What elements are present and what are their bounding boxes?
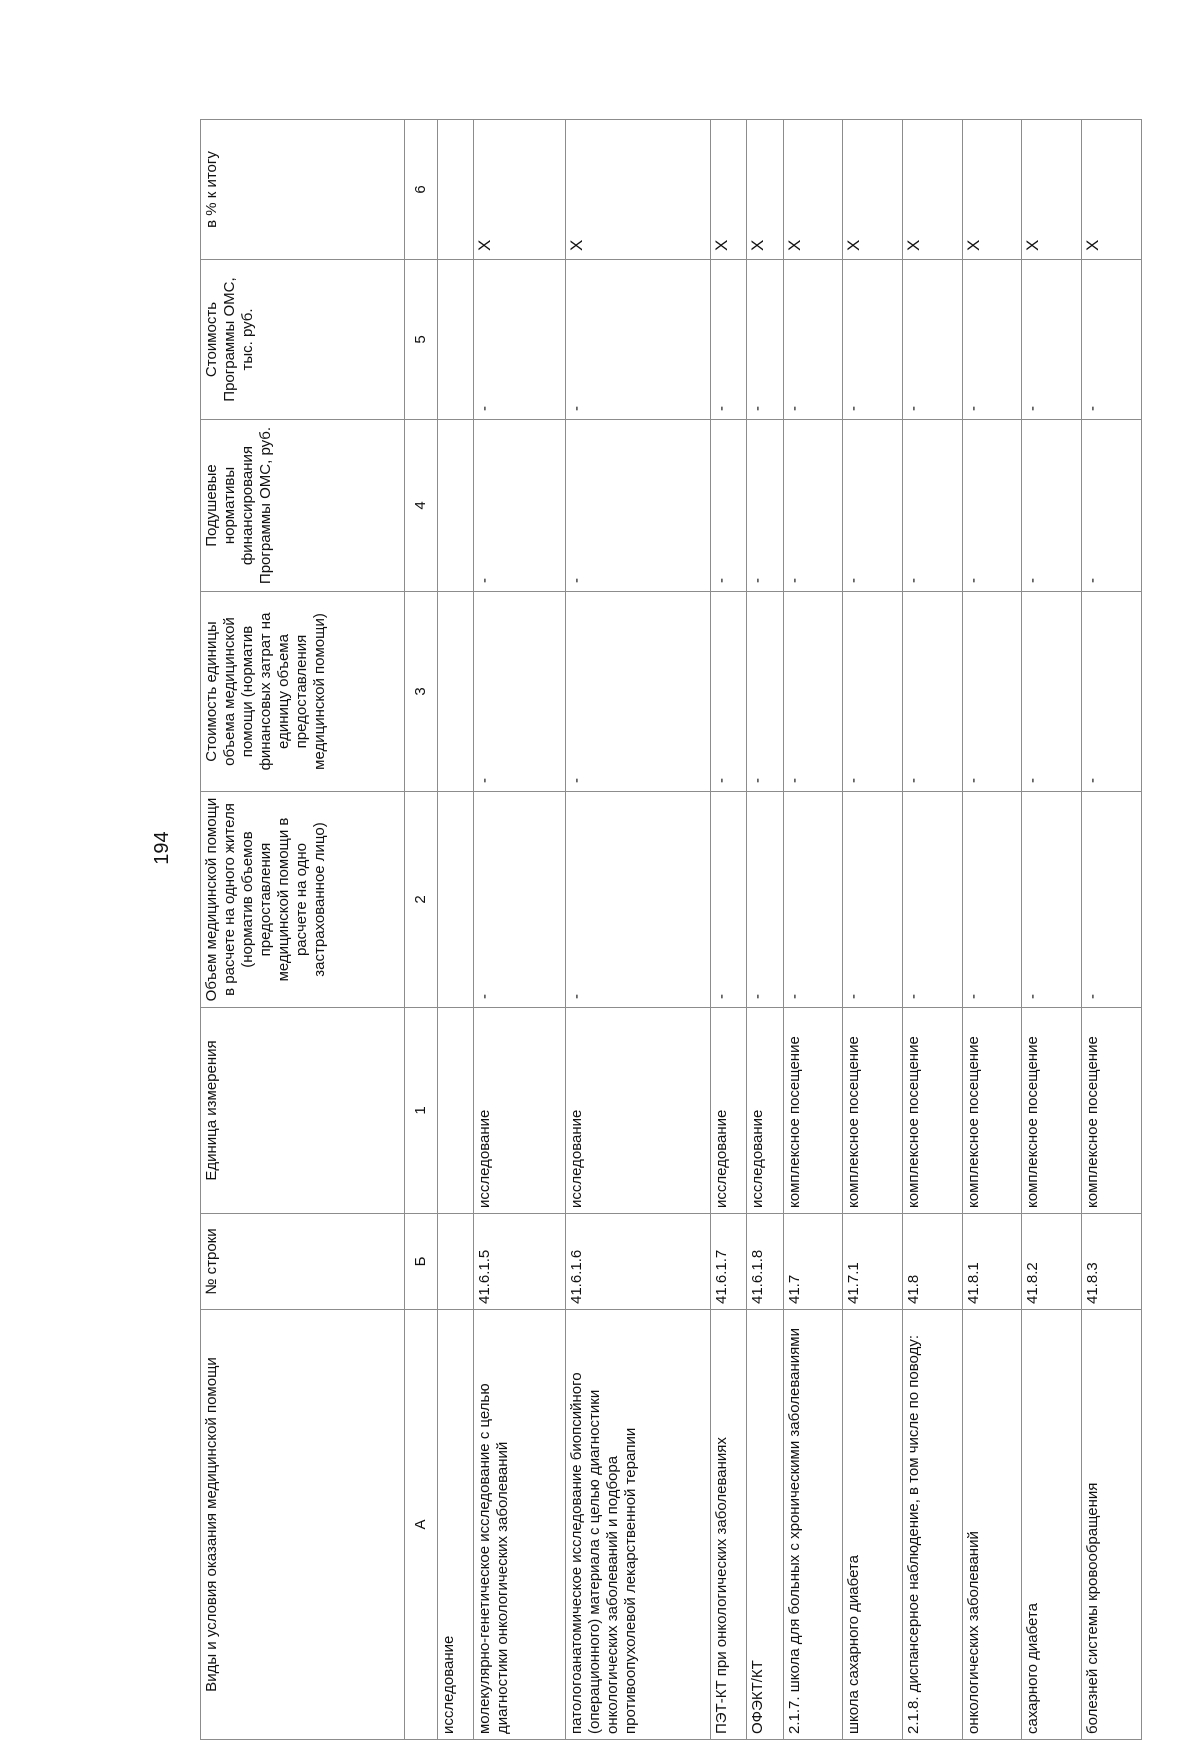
row-value: - (1022, 260, 1082, 420)
column-number: 6 (405, 120, 438, 260)
row-value: - (1022, 420, 1082, 592)
row-value: - (711, 260, 747, 420)
row-value: - (962, 792, 1022, 1008)
row-value: - (565, 592, 710, 792)
row-value: - (843, 792, 903, 1008)
row-value: - (783, 260, 843, 420)
row-unit: комплексное посещение (962, 1008, 1022, 1214)
row-percent: X (747, 120, 783, 260)
row-code: 41.8 (903, 1214, 963, 1310)
row-value: - (962, 592, 1022, 792)
row-value (438, 420, 474, 592)
row-value: - (1082, 592, 1142, 792)
row-code: 41.7.1 (843, 1214, 903, 1310)
table-row (565, 120, 710, 1740)
row-label: 2.1.8. диспансерное наблюдение, в том числе по поводу: (903, 1310, 963, 1740)
table-row (747, 120, 783, 1740)
row-value: - (903, 420, 963, 592)
row-value: - (783, 792, 843, 1008)
row-label: исследование (438, 1310, 474, 1740)
column-number-row (405, 120, 438, 1740)
table-row (783, 120, 843, 1740)
row-label: ОФЭКТ/КТ (747, 1310, 783, 1740)
row-unit: комплексное посещение (783, 1008, 843, 1214)
row-percent: X (565, 120, 710, 260)
table-row (474, 120, 566, 1740)
header-cell: Стоимость Программы ОМС, тыс. руб. (201, 260, 405, 420)
row-unit: комплексное посещение (1082, 1008, 1142, 1214)
table-row (711, 120, 747, 1740)
row-value: - (843, 260, 903, 420)
column-number: 2 (405, 792, 438, 1008)
row-label: патологоанатомическое исследование биопсийного (операционного) материала с целью диагностики онкологических заболеваний и подбора противоопухолевой лекарственной терапии (565, 1310, 710, 1740)
row-value: - (903, 592, 963, 792)
header-row (201, 120, 405, 1740)
table-row (903, 120, 963, 1740)
table-row (1022, 120, 1082, 1740)
column-number: 1 (405, 1008, 438, 1214)
row-label: ПЭТ-КТ при онкологических заболеваниях (711, 1310, 747, 1740)
row-value: - (565, 260, 710, 420)
row-code: 41.6.1.7 (711, 1214, 747, 1310)
row-code: 41.6.1.5 (474, 1214, 566, 1310)
row-percent: X (474, 120, 566, 260)
row-value: - (1082, 792, 1142, 1008)
row-unit: исследование (747, 1008, 783, 1214)
row-value: - (474, 592, 566, 792)
header-cell: № строки (201, 1214, 405, 1310)
row-value: - (474, 420, 566, 592)
row-unit: комплексное посещение (1022, 1008, 1082, 1214)
row-value: - (474, 792, 566, 1008)
row-percent: X (903, 120, 963, 260)
row-code: 41.8.2 (1022, 1214, 1082, 1310)
row-code: 41.6.1.6 (565, 1214, 710, 1310)
row-value: - (962, 420, 1022, 592)
table-row (1082, 120, 1142, 1740)
row-value: - (1082, 420, 1142, 592)
header-cell: Виды и условия оказания медицинской помощи (201, 1310, 405, 1740)
row-unit: исследование (474, 1008, 566, 1214)
row-label: онкологических заболеваний (962, 1310, 1022, 1740)
row-value: - (903, 260, 963, 420)
row-value: - (474, 260, 566, 420)
row-value: - (783, 592, 843, 792)
row-code: 41.8.3 (1082, 1214, 1142, 1310)
column-number: 3 (405, 592, 438, 792)
row-value: - (747, 792, 783, 1008)
row-value: - (565, 420, 710, 592)
row-value: - (1022, 592, 1082, 792)
row-label: молекулярно-генетическое исследование с целью диагностики онкологических заболеваний (474, 1310, 566, 1740)
row-value: - (843, 592, 903, 792)
row-value (438, 792, 474, 1008)
row-value: - (783, 420, 843, 592)
row-value: - (747, 592, 783, 792)
row-value: - (711, 592, 747, 792)
column-number: Б (405, 1214, 438, 1310)
row-unit (438, 1008, 474, 1214)
header-cell: Стоимость единицы объема медицинской помощи (норматив финансовых затрат на единицу объема предоставления медицинской помощи) (201, 592, 405, 792)
row-percent: X (843, 120, 903, 260)
row-label: болезней системы кровообращения (1082, 1310, 1142, 1740)
row-value: - (903, 792, 963, 1008)
row-percent (438, 120, 474, 260)
table-row (438, 120, 474, 1740)
column-number: 4 (405, 420, 438, 592)
column-number: 5 (405, 260, 438, 420)
row-value: - (747, 420, 783, 592)
table-row (843, 120, 903, 1740)
column-number: А (405, 1310, 438, 1740)
row-value: - (1022, 792, 1082, 1008)
table-row (962, 120, 1022, 1740)
row-percent: X (783, 120, 843, 260)
row-value: - (565, 792, 710, 1008)
row-unit: исследование (711, 1008, 747, 1214)
row-unit: комплексное посещение (843, 1008, 903, 1214)
row-code (438, 1214, 474, 1310)
row-percent: X (1022, 120, 1082, 260)
row-label: 2.1.7. школа для больных с хроническими заболеваниями (783, 1310, 843, 1740)
row-label: школа сахарного диабета (843, 1310, 903, 1740)
row-value: - (711, 792, 747, 1008)
row-percent: X (711, 120, 747, 260)
row-label: сахарного диабета (1022, 1310, 1082, 1740)
row-code: 41.8.1 (962, 1214, 1022, 1310)
row-percent: X (962, 120, 1022, 260)
row-percent: X (1082, 120, 1142, 260)
header-cell: Объем медицинской помощи в расчете на одного жителя (норматив объемов предоставления медицинской помощи в расчете на одно застрахованное лицо) (201, 792, 405, 1008)
page-number: 194 (151, 831, 173, 865)
header-cell: Подушевые нормативы финансирования Программы ОМС, руб. (201, 420, 405, 592)
row-unit: исследование (565, 1008, 710, 1214)
row-value: - (711, 420, 747, 592)
header-cell: в % к итогу (201, 120, 405, 260)
header-cell: Единица измерения (201, 1008, 405, 1214)
row-code: 41.7 (783, 1214, 843, 1310)
row-value: - (962, 260, 1022, 420)
row-value: - (1082, 260, 1142, 420)
row-value (438, 592, 474, 792)
row-value: - (747, 260, 783, 420)
row-unit: комплексное посещение (903, 1008, 963, 1214)
row-value (438, 260, 474, 420)
data-table (200, 119, 1142, 1740)
row-value: - (843, 420, 903, 592)
row-code: 41.6.1.8 (747, 1214, 783, 1310)
table-container (200, 120, 1142, 1740)
